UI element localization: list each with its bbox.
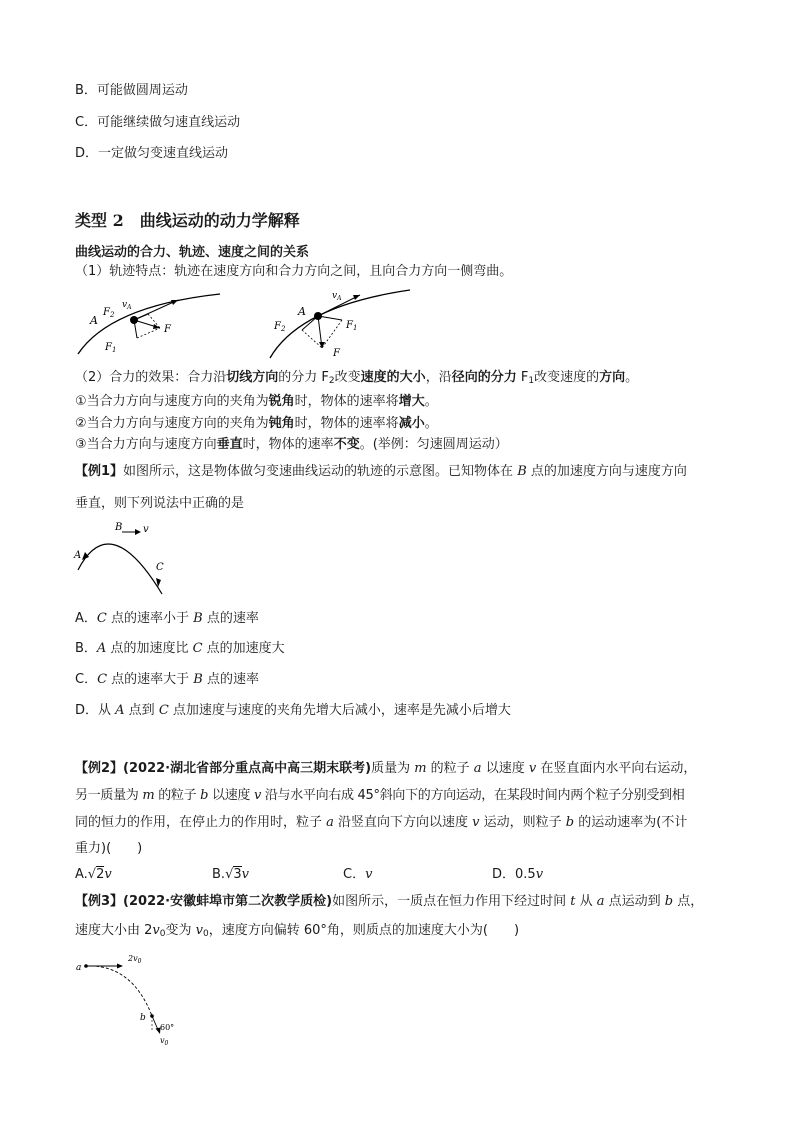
f1-label-left: $F_1$ xyxy=(105,342,117,354)
trajectory-feature-text: （1）轨迹特点：轨迹在速度方向和合力方向之间，且向合力方向一侧弯曲。 xyxy=(75,264,513,279)
example-2-line-4: 重力)( ) xyxy=(75,841,143,856)
example-2-line-2: 另一质量为 m 的粒子 b 以速度 v 沿与水平向右成 45°斜向下的方向运动，在某段时间内两个粒子分别受到相 xyxy=(75,788,685,803)
case-acute: ①当合力方向与速度方向的夹角为锐角时，物体的速率将增大。 xyxy=(75,394,438,409)
example-3-motion-figure xyxy=(72,950,192,1045)
velocity-v-label: v xyxy=(143,524,149,535)
f2-label-right: $F_2$ xyxy=(274,321,286,333)
dashed-trajectory xyxy=(86,966,152,1016)
f-label-right: F xyxy=(333,348,340,359)
obtuse-angle-diagram xyxy=(270,290,410,359)
example-3-line-2: 速度大小由 $2v_0$变为 $v_0$，速度方向偏转 60°角，则质点的加速度大小为( ) xyxy=(75,923,520,939)
example-2-line-1: 【例2】(2022·湖北省部分重点高中高三期末联考)质量为 m 的粒子 a 以速度 v 在竖直面内水平向右运动， xyxy=(75,761,697,776)
example-2-line-3: 同的恒力的作用，在停止力的作用时，粒子 a 沿竖直向下方向以速度 v 运动，则粒子 b 的运动速率为(不计 xyxy=(75,815,688,830)
case-obtuse: ②当合力方向与速度方向的夹角为钝角时，物体的速率将减小。 xyxy=(75,416,438,431)
force-decomposition-figure xyxy=(70,286,430,360)
prev-option-b: B．可能做圆周运动 xyxy=(75,83,188,98)
acute-angle-diagram xyxy=(78,294,220,354)
vA-label-right: $v_A$ xyxy=(332,291,342,302)
prev-option-c: C．可能继续做匀速直线运动 xyxy=(75,115,241,130)
force-effect-text: （2）合力的效果：合力沿切线方向的分力 $F_2$改变速度的大小，沿径向的分力 $F_1$改变速度的方向。 xyxy=(75,370,639,386)
example-2-option-b[interactable]: B.√3v xyxy=(212,867,249,882)
point-a-label: A xyxy=(74,550,82,561)
example-2-option-c[interactable]: C．v xyxy=(343,867,373,882)
point-c-label: C xyxy=(156,562,164,573)
example-2-option-a[interactable]: A.√2v xyxy=(75,867,112,882)
a-label-left: A xyxy=(90,314,98,327)
f-label-left: F xyxy=(164,324,171,335)
vA-label-left: $v_A$ xyxy=(122,300,132,311)
example-1-option-b[interactable]: B．A 点的加速度比 C 点的加速度大 xyxy=(75,641,285,656)
case-perpendicular: ③当合力方向与速度方向垂直时，物体的速率不变。(举例：匀速圆周运动） xyxy=(75,437,508,452)
angle-label: 60° xyxy=(160,1023,175,1032)
label-2v0: $2v_0$ xyxy=(128,954,142,965)
parabola-path xyxy=(78,544,162,594)
example-1-option-d[interactable]: D．从 A 点到 C 点加速度与速度的夹角先增大后减小，速率是先减小后增大 xyxy=(75,703,511,718)
a-label-right: A xyxy=(298,305,306,318)
example-1-option-c[interactable]: C．C 点的速率大于 B 点的速率 xyxy=(75,672,259,687)
f1-label-right: $F_1$ xyxy=(346,320,358,332)
point-b-label: B xyxy=(115,522,123,533)
example-1-line-2: 垂直，则下列说法中正确的是 xyxy=(75,496,245,511)
point-a-label: a xyxy=(76,963,82,973)
section-subtitle: 曲线运动的合力、轨迹、速度之间的关系 xyxy=(75,245,310,260)
prev-option-d: D．一定做匀变速直线运动 xyxy=(75,146,229,161)
example-1-line-1: 【例1】如图所示，这是物体做匀变速曲线运动的轨迹的示意图。已知物体在 B 点的加速度方向与速度方向 xyxy=(75,464,687,479)
example-1-trajectory-figure xyxy=(70,518,180,598)
example-3-line-1: 【例3】(2022·安徽蚌埠市第二次教学质检)如图所示，一质点在恒力作用下经过时间 t 从 a 点运动到 b 点， xyxy=(75,894,704,909)
trajectory-curve-left xyxy=(78,294,220,354)
point-b-label: b xyxy=(140,1013,146,1023)
f2-label-left: $F_2$ xyxy=(103,307,115,319)
label-v0: $v_0$ xyxy=(160,1036,169,1045)
example-2-option-d[interactable]: D．0.5v xyxy=(492,867,544,882)
example-1-option-a[interactable]: A．C 点的速率小于 B 点的速率 xyxy=(75,611,259,626)
section-title: 类型 2 曲线运动的动力学解释 xyxy=(75,211,300,230)
